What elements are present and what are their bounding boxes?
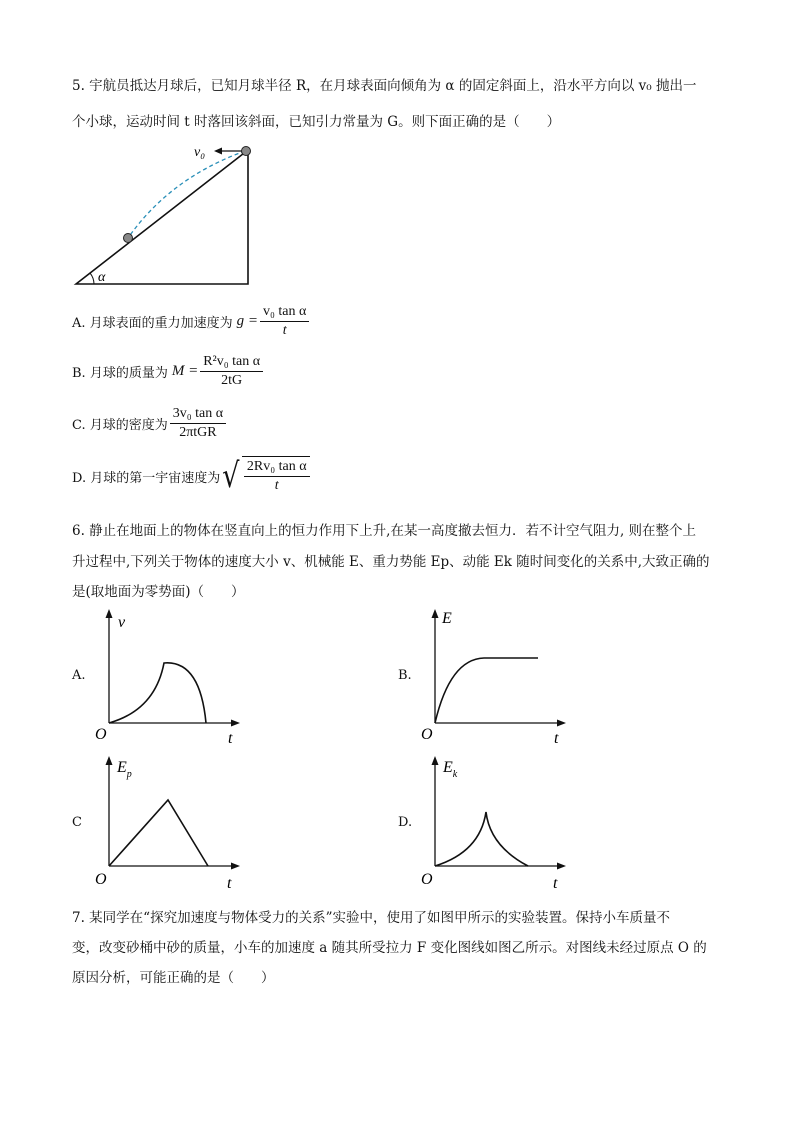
q5-option-b[interactable] [72,354,263,389]
option-a-numerator: v₀ tan α [260,304,309,322]
q6-graph-c[interactable] [90,750,250,890]
q6-stem-line-1: 6. 静止在地面上的物体在竖直向上的恒力作用下上升,在某一高度撤去恒力．若不计空气阻力, 则在整个上 [72,523,697,539]
q6-stem-line-2: 升过程中,下列关于物体的速度大小 v、机械能 E、重力势能 Ep、动能 Ek 随时间变化的关系中,大致正确的 [72,554,710,570]
option-b-lhs: M = [171,363,199,379]
graph-b-curve [435,658,538,723]
q6-graph-b[interactable] [416,605,576,745]
option-b-fraction [200,354,263,389]
q6-graph-d[interactable] [416,750,576,890]
graph-a-origin: O [95,726,107,743]
option-a-denominator: t [282,323,287,338]
option-c-label: C. 月球的密度为 [72,418,168,433]
graph-a-xlabel: t [228,730,233,745]
graph-b-origin: O [421,726,433,743]
trajectory-path [128,151,245,238]
graph-c-ylabel: $E_p$ [117,759,132,780]
graph-c-xlabel: t [227,875,232,890]
option-a-label: A. 月球表面的重力加速度为 [72,316,233,331]
angle-arc [90,273,94,284]
graph-d-curve [435,812,528,866]
q6-graph-a[interactable] [90,605,250,745]
option-b-numerator: R²v₀ tan α [200,354,263,372]
v0-label: v₀ [194,145,206,160]
q7-stem-line-2: 变，改变砂桶中砂的质量，小车的加速度 a 随其所受拉力 F 变化图线如图乙所示。对图线未经过原点 O 的 [72,940,707,956]
ball-start [242,147,251,156]
q6-stem-line-3: 是(取地面为零势面)（ ） [72,584,245,600]
q5-stem-line-2: 个小球，运动时间 t 时落回该斜面，已知引力常量为 G。则下面正确的是（ ） [72,114,561,130]
graph-a-curve [109,663,206,723]
ball-landing [124,234,133,243]
q6-option-d-label: D. [398,815,413,830]
alpha-label: α [98,270,106,285]
option-d-fraction [244,459,310,494]
option-a-fraction [260,304,309,339]
incline-triangle [76,150,248,284]
option-a-lhs: g = [236,313,259,329]
option-b-label: B. 月球的质量为 [72,366,168,381]
q5-stem-line-1: 5. 宇航员抵达月球后，已知月球半径 R，在月球表面向倾角为 α 的固定斜面上，沿水平方向以 v₀ 抛出一 [72,78,697,94]
option-d-label: D. 月球的第一宇宙速度为 [72,470,221,486]
graph-a-ylabel: v [118,614,126,631]
option-c-fraction [170,406,226,441]
option-d-numerator: 2Rv₀ tan α [244,459,310,477]
option-d-sqrt [220,456,309,496]
q6-option-c-label: C [72,815,82,830]
velocity-arrowhead [214,148,222,155]
option-b-denominator: 2tG [221,373,243,388]
option-c-denominator: 2πtGR [179,425,217,440]
graph-d-ylabel: $E_k$ [443,759,458,780]
graph-d-origin: O [421,871,433,888]
q5-incline-figure [70,138,260,288]
q5-option-d[interactable] [72,456,310,496]
graph-c-curve [109,800,208,866]
graph-c-origin: O [95,871,107,888]
sqrt-sign-icon: √ [222,456,240,496]
graph-b-xlabel: t [554,730,559,745]
graph-d-xlabel: t [553,875,558,890]
option-c-numerator: 3v₀ tan α [170,406,226,424]
option-d-denominator: t [274,478,279,493]
q5-option-a[interactable] [72,304,309,339]
q5-option-c[interactable] [72,406,226,441]
graph-b-ylabel: E [442,610,452,627]
q6-option-a-label: A. [72,668,86,683]
q7-stem-line-3: 原因分析，可能正确的是（ ） [72,970,275,986]
q6-option-b-label: B. [398,668,412,683]
q7-stem-line-1: 7. 某同学在“探究加速度与物体受力的关系”实验中，使用了如图甲所示的实验装置。保持小车质量不 [72,910,670,926]
